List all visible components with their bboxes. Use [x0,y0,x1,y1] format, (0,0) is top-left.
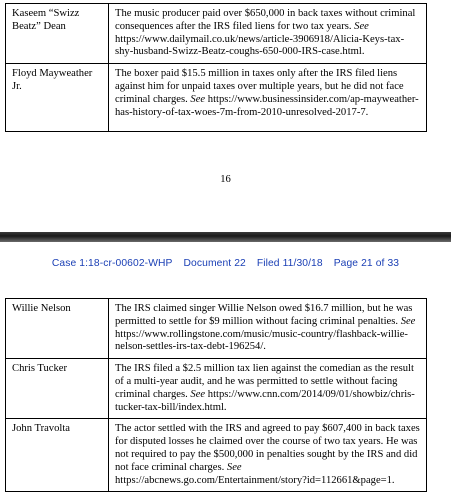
source-url: https://www.businessinsider.com/ap-mayweather-has-history-of-tax-woes-7m-from-2010-unresolved-2017-7. [115,93,419,118]
case-number: Case 1:18-cr-00602-WHP [51,258,173,269]
cases-table-top [5,3,427,132]
case-description [109,64,427,132]
source-url: https://www.dailymail.co.uk/news/article-3906918/Alicia-Keys-tax-shy-husband-Swizz-Beatz-coughs-650-000-IRS-case.html. [115,33,405,58]
cases-table-bottom [5,298,427,492]
case-description [109,4,427,64]
page-divider [0,232,451,242]
see-signal: See [400,315,416,327]
table-row [6,299,427,359]
see-signal: See [190,388,206,400]
person-name: John Travolta [6,419,109,492]
table-row [6,64,427,132]
page-number: 16 [220,174,231,185]
case-description [109,419,427,492]
person-name: Kaseem “Swizz Beatz” Dean [6,4,109,64]
description-text: The actor settled with the IRS and agreed to pay $607,400 in back taxes for disputed losses he claimed over the course of two tax years. He was not required to pay the $500,000 in penalties sought by the IRS and did not face criminal charges. [115,423,420,473]
person-name: Floyd Mayweather Jr. [6,64,109,132]
page-top [0,0,451,232]
document-number: Document 22 [183,258,246,269]
case-description [109,299,427,359]
page-count: Page 21 of 33 [333,258,400,269]
see-signal: See [226,461,242,473]
description-text: The music producer paid over $650,000 in back taxes without criminal consequences after the IRS filed liens for two tax years. [115,8,416,32]
description-text: The IRS filed a $2.5 million tax lien against the comedian as the result of a multi-year audit, and he was permitted to settle without facing criminal charges. [115,363,414,400]
source-url: https://www.cnn.com/2014/09/01/showbiz/chris-tucker-tax-bill/index.html. [115,388,415,413]
table-row [6,419,427,492]
page-bottom [0,242,451,494]
person-name: Willie Nelson [6,299,109,359]
source-url: https://abcnews.go.com/Entertainment/story?id=112661&page=1. [115,474,395,486]
see-signal: See [190,93,206,105]
court-filing-header [0,258,451,269]
see-signal: See [354,20,369,32]
person-name: Chris Tucker [6,359,109,419]
source-url: https://www.rollingstone.com/music/music-country/flashback-willie-nelson-settles-irs-tax-debt-196254/. [115,328,408,353]
table-row [6,4,427,64]
table-row [6,359,427,419]
description-text: The IRS claimed singer Willie Nelson owed $16.7 million, but he was permitted to settle for $9 million without facing criminal penalties. [115,303,413,327]
case-description [109,359,427,419]
description-text: The boxer paid $15.5 million in taxes only after the IRS filed liens against him for unpaid taxes over multiple years, but he did not face criminal charges. [115,68,404,105]
filed-date: Filed 11/30/18 [256,258,323,269]
